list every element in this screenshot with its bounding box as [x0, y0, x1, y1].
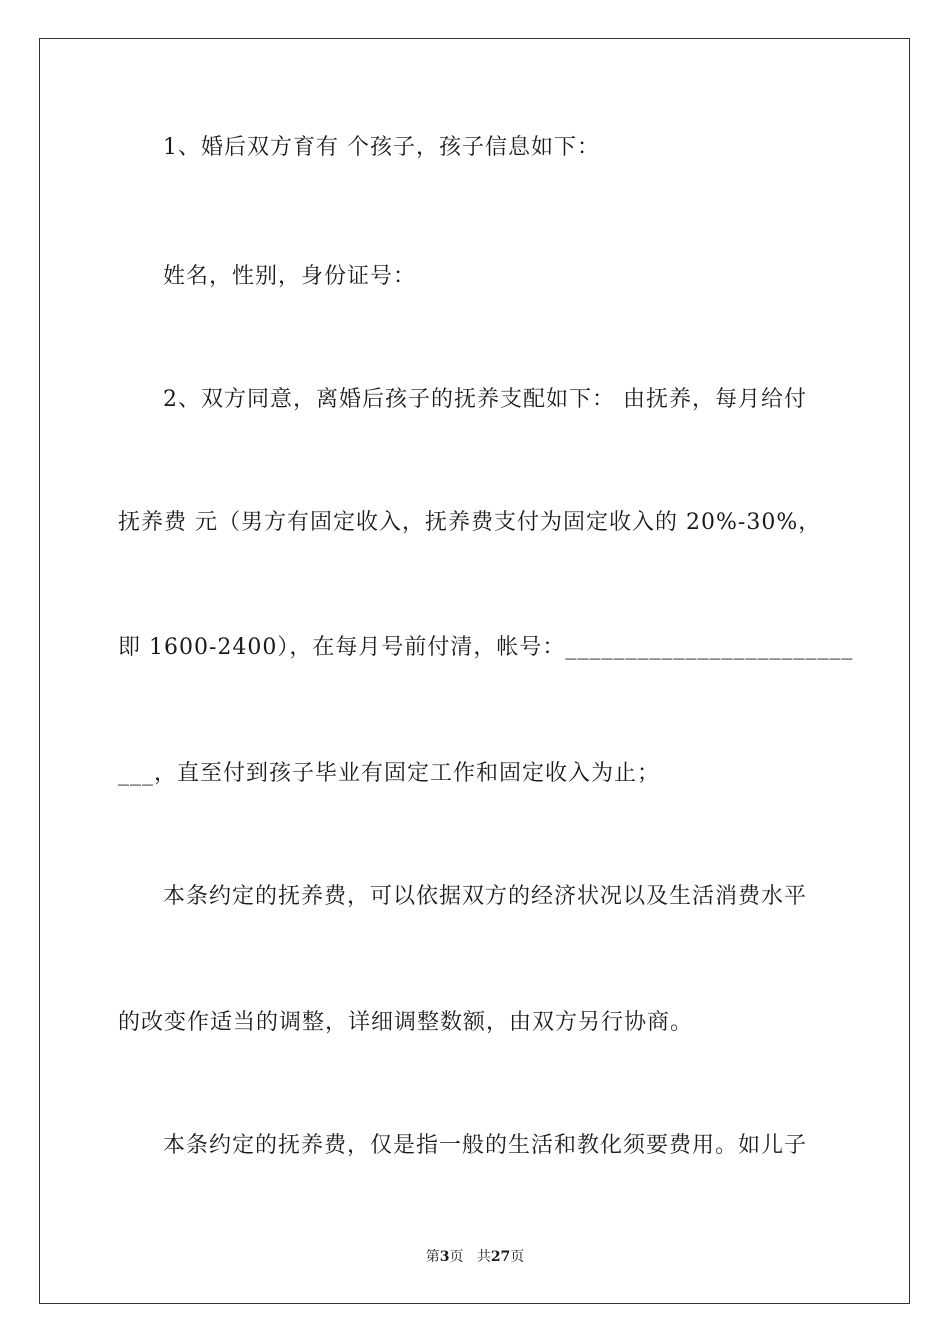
- footer-page-number: 3: [439, 1249, 450, 1265]
- paragraph-line-3: 2、双方同意，离婚后孩子的抚养支配如下： 由抚养，每月给付: [163, 387, 807, 412]
- footer-page-suffix: 页: [449, 1249, 464, 1265]
- paragraph-line-2: 姓名，性别，身份证号：: [163, 264, 417, 289]
- paragraph-line-9: 本条约定的抚养费，仅是指一般的生活和教化须要费用。如儿子: [163, 1133, 808, 1158]
- paragraph-line-8: 的改变作适当的调整，详细调整数额，由双方另行协商。: [118, 1010, 694, 1035]
- paragraph-line-5: 即 1600-2400），在每月号前付清，帐号：________________________: [118, 635, 854, 660]
- footer-page-prefix: 第: [425, 1249, 440, 1265]
- footer-total-prefix: 共: [476, 1249, 491, 1265]
- paragraph-line-1: 1、婚后双方育有 个孩子，孩子信息如下：: [163, 135, 600, 160]
- footer-total-pages: 27: [490, 1249, 511, 1265]
- page-footer: [0, 1247, 950, 1267]
- paragraph-line-6: ___，直至付到孩子毕业有固定工作和固定收入为止；: [118, 761, 661, 786]
- paragraph-line-4: 抚养费 元（男方有固定收入，抚养费支付为固定收入的 20%-30%，: [118, 510, 822, 535]
- paragraph-line-7: 本条约定的抚养费，可以依据双方的经济状况以及生活消费水平: [163, 884, 808, 909]
- footer-total-suffix: 页: [510, 1249, 525, 1265]
- page-border: [39, 38, 910, 1304]
